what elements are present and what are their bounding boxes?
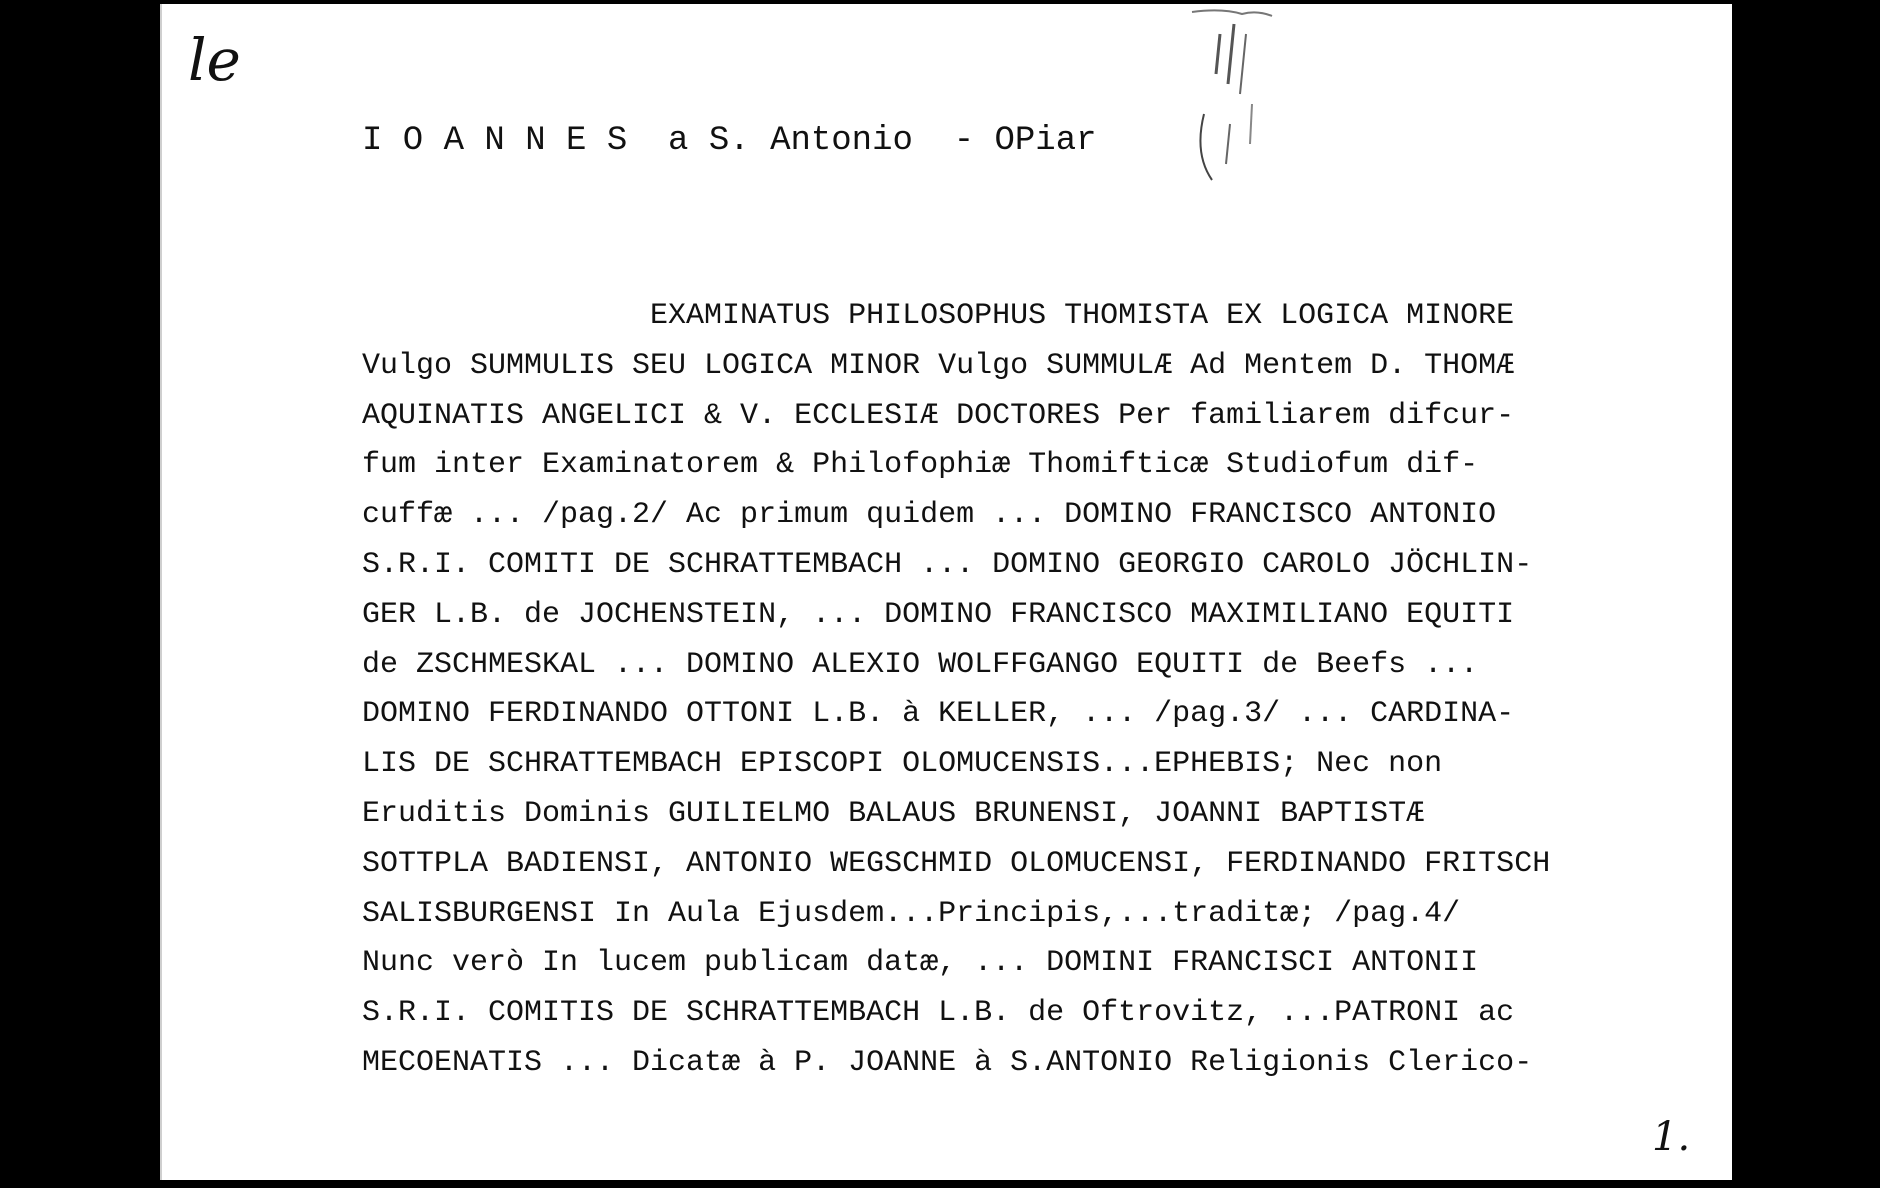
text-line: cuffæ ... /pag.2/ Ac primum quidem ... DOMINO FRANCISCO ANTONIO bbox=[362, 498, 1497, 533]
catalog-header: I O A N N E S a S. Antonio - OPiar bbox=[362, 122, 1097, 160]
text-line: Vulgo SUMMULIS SEU LOGICA MINOR Vulgo SUMMULÆ Ad Mentem D. THOMÆ bbox=[362, 348, 1515, 383]
text-line: EXAMINATUS PHILOSOPHUS THOMISTA EX LOGICA MINORE bbox=[362, 299, 1515, 333]
text-line: Nunc verò In lucem publicam datæ, ... DOMINI FRANCISCI ANTONII bbox=[362, 946, 1479, 981]
text-line: AQUINATIS ANGELICI & V. ECCLESIÆ DOCTORES Per familiarem difcur- bbox=[362, 398, 1515, 433]
text-line: S.R.I. COMITIS DE SCHRATTEMBACH L.B. de Oftrovitz, ...PATRONI ac bbox=[362, 996, 1515, 1031]
text-line: fum inter Examinatorem & Philofophiæ Thomifticæ Studiofum dif- bbox=[362, 448, 1479, 483]
text-line: S.R.I. COMITI DE SCHRATTEMBACH ... DOMINO GEORGIO CAROLO JÖCHLIN- bbox=[362, 547, 1533, 582]
text-line: Eruditis Dominis GUILIELMO BALAUS BRUNENSI, JOANNI BAPTISTÆ bbox=[362, 796, 1425, 831]
page-number: 1. bbox=[1652, 1114, 1691, 1160]
text-line: SOTTPLA BADIENSI, ANTONIO WEGSCHMID OLOMUCENSI, FERDINANDO FRITSCH bbox=[362, 846, 1551, 881]
text-line: LIS DE SCHRATTEMBACH EPISCOPI OLOMUCENSIS...EPHEBIS; Nec non bbox=[362, 747, 1443, 782]
text-line: SALISBURGENSI In Aula Ejusdem...Principis,...traditæ; /pag.4/ bbox=[362, 896, 1461, 931]
text-line: de ZSCHMESKAL ... DOMINO ALEXIO WOLFFGANGO EQUITI de Beefs ... bbox=[362, 647, 1479, 682]
record-text bbox=[362, 292, 1692, 1089]
text-line: MECOENATIS ... Dicatæ à P. JOANNE à S.ANTONIO Religionis Clerico- bbox=[362, 1045, 1533, 1080]
text-line: GER L.B. de JOCHENSTEIN, ... DOMINO FRANCISCO MAXIMILIANO EQUITI bbox=[362, 597, 1515, 632]
document-page bbox=[160, 4, 1732, 1180]
handwritten-corner-mark: le bbox=[188, 26, 241, 94]
text-line: DOMINO FERDINANDO OTTONI L.B. à KELLER, ... /pag.3/ ... CARDINA- bbox=[362, 697, 1515, 732]
pencil-scribble-icon bbox=[1182, 4, 1302, 194]
scan-margin bbox=[1732, 0, 1880, 1188]
